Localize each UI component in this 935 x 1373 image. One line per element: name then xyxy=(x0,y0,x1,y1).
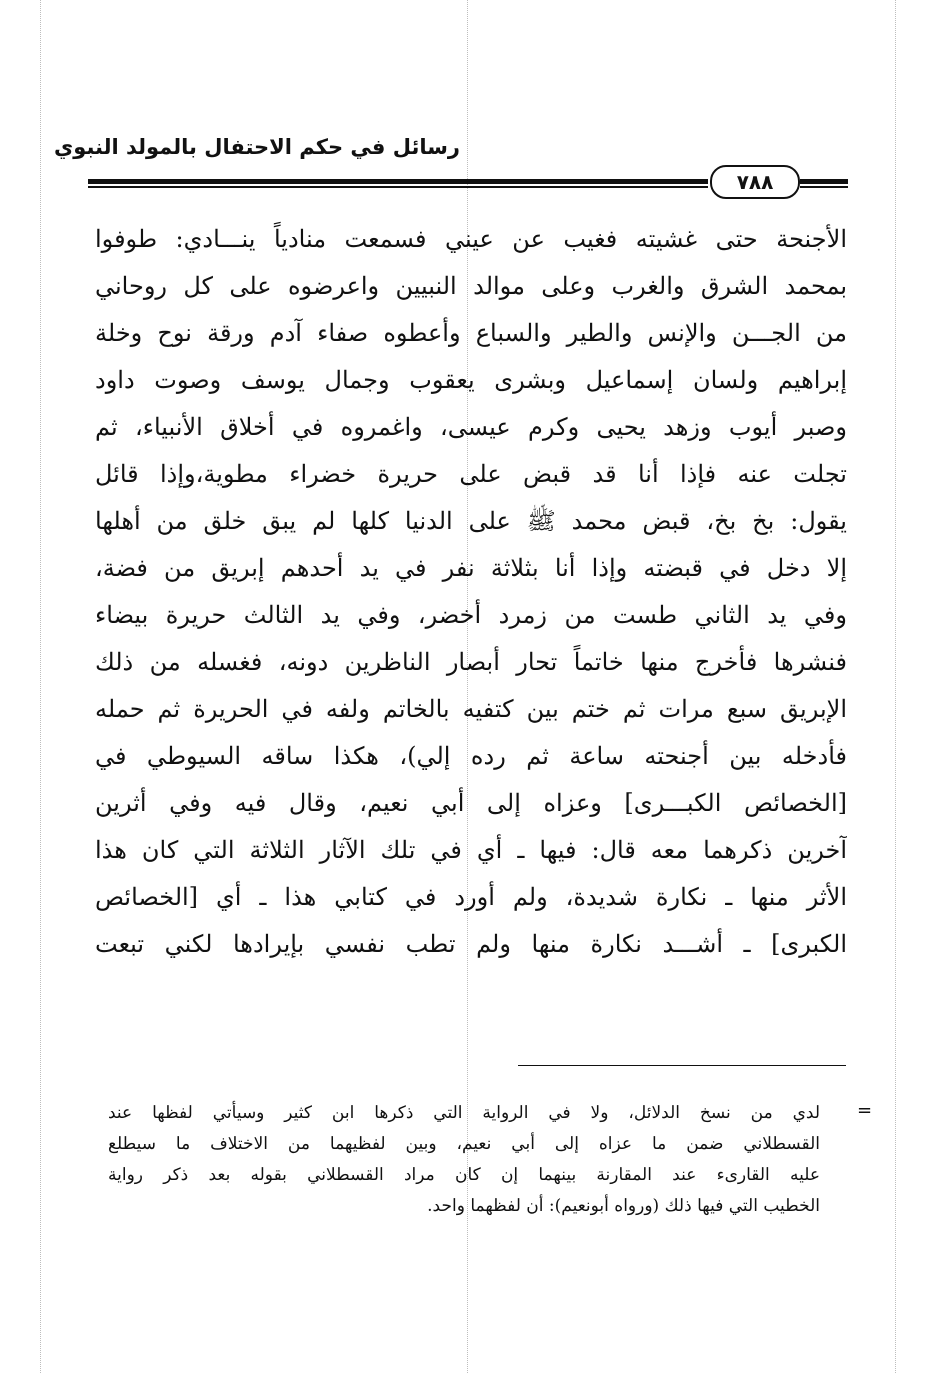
text-line: بمحمد الشرق والغرب وعلى موالد النبيين واعرضوه على كل روحاني xyxy=(95,272,847,300)
text-line: إبراهيم ولسان إسماعيل وبشرى يعقوب وجمال يوسف وصوت داود xyxy=(95,366,847,394)
text-line: وفي يد الثاني طست من زمرد أخضر، وفي يد الثالث حريرة بيضاء xyxy=(95,601,847,629)
footnote-line: الخطيب التي فيها ذلك (ورواه أبونعيم): أن لفظهما واحد. xyxy=(427,1196,820,1216)
footnote-separator xyxy=(518,1065,846,1066)
text-line: تجلت عنه فإذا أنا قد قبض على حريرة خضراء مطوية،وإذا قائل xyxy=(95,460,847,488)
text-line: فنشرها فأخرج منها خاتماً تحار أبصار الناظرين دونه، فغسله من ذلك xyxy=(95,648,847,676)
header-rule-thin xyxy=(88,186,708,188)
text-line: إلا دخل في قبضته وإذا أنا بثلاثة نفر في يد أحدهم إبريق من فضة، xyxy=(95,554,847,582)
text-line: الأجنحة حتى غشيته فغيب عن عيني فسمعت منادياً ينـــادي: طوفوا xyxy=(95,225,847,253)
text-line: الإبريق سبع مرات ثم ختم بين كتفيه بالخاتم ولفه في الحريرة ثم حمله xyxy=(95,695,847,723)
footnote-line: القسطلاني ضمن ما عزاه إلى أبي نعيم، وبين لفظيهما من الاختلاف ما سيطلع xyxy=(108,1134,820,1154)
text-line: من الجـــن والإنس والطير والسباع وأعطوه صفاء آدم ورقة نوح وخلة xyxy=(95,319,847,347)
header-rule-right-thick xyxy=(800,179,848,184)
footnote-line: عليه القارىء عند المقارنة بينهما إن كان مراد القسطلاني بقوله بعد ذكر رواية xyxy=(108,1165,820,1185)
text-line: آخرين ذكرهما معه قال: فيها ـ أي في تلك الآثار الثلاثة التي كان هذا xyxy=(95,836,847,864)
footnote xyxy=(108,1098,820,1222)
text-line: الأثر منها ـ نكارة شديدة، ولم أورد في كتابي هذا ـ أي [الخصائص xyxy=(95,883,847,911)
header-rule-right-thin xyxy=(800,186,848,188)
scan-guide-left xyxy=(40,0,41,1373)
text-line: فأدخله بين أجنحته ساعة ثم رده إلي)، هكذا ساقه السيوطي في xyxy=(95,742,847,770)
footnote-line: لدي من نسخ الدلائل، ولا في الرواية التي ذكرها ابن كثير وسيأتي لفظها عند xyxy=(108,1103,820,1123)
page-number: ٧٨٨ xyxy=(710,165,800,199)
header-rule-thick xyxy=(88,179,708,184)
page-header xyxy=(54,135,848,195)
running-title: رسائل في حكم الاحتفال بالمولد النبوي xyxy=(54,135,460,159)
footnote-continuation-marker: = xyxy=(857,1100,873,1121)
text-line: [الخصائص الكبـــرى] وعزاه إلى أبي نعيم، وقال فيه وفي أثرين xyxy=(95,789,847,817)
text-line: وصبر أيوب وزهد يحيى وكرم عيسى، واغمروه في أخلاق الأنبياء، ثم xyxy=(95,413,847,441)
text-line: الكبرى] ـ أشـــد نكارة منها ولم تطب نفسي بإيرادها لكني تبعت xyxy=(95,930,847,958)
text-line: يقول: بخ بخ، قبض محمد ﷺ على الدنيا كلها لم يبق خلق من أهلها xyxy=(95,507,847,535)
main-text xyxy=(95,216,847,968)
scan-guide-right xyxy=(895,0,896,1373)
